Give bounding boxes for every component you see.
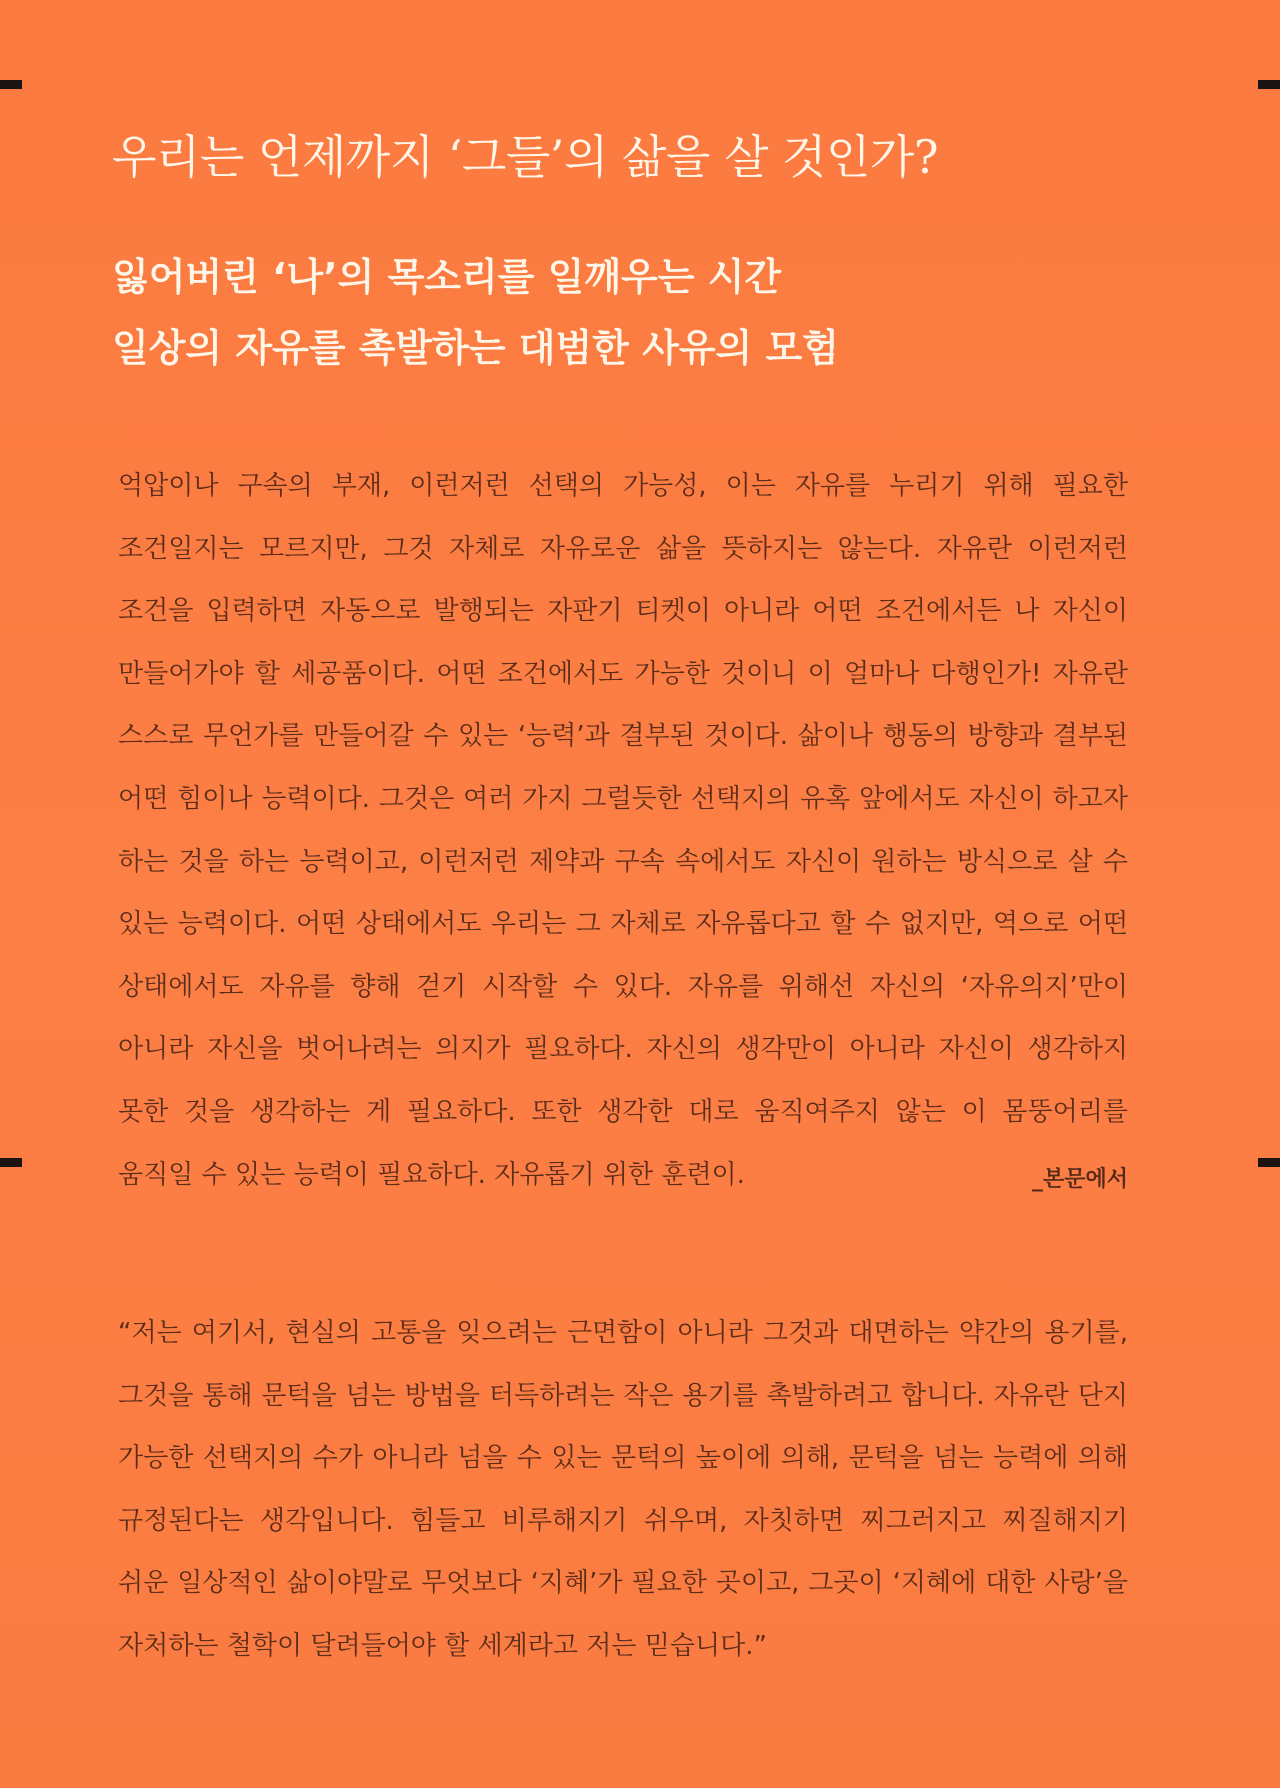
crop-mark	[0, 80, 22, 89]
crop-mark	[1258, 80, 1280, 89]
excerpt-paragraph: 억압이나 구속의 부재, 이런저런 선택의 가능성, 이는 자유를 누리기 위해 필요한 조건일지는 모르지만, 그것 자체로 자유로운 삶을 뜻하지는 않는다. 자유란 이런저런 조건을 입력하면 자동으로 발행되는 자판기 티켓이 아니라 어떤 조건에서든 나 자신이 만들어가야 할 세공품이다. 어떤 조건에서도 가능한 것이니 이 얼마나 다행인가! 자유란 스스로 무언가를 만들어갈 수 있는 ‘능력’과 결부된 것이다. 삶이나 행동의 방향과 결부된 어떤 힘이나 능력이다. 그것은 여러 가지 그럴듯한 선택지의 유혹 앞에서도 자신이 하고자 하는 것을 하는 능력이고, 이런저런 제약과 구속 속에서도 자신이 원하는 방식으로 살 수 있는 능력이다. 어떤 상태에서도 우리는 그 자체로 자유롭다고 할 수 없지만, 역으로 어떤 상태에서도 자유를 향해 걷기 시작할 수 있다. 자유를 위해선 자신의 ‘자유의지’만이 아니라 자신을 벗어나려는 의지가 필요하다. 자신의 생각만이 아니라 자신이 생각하지 못한 것을 생각하는 게 필요하다. 또한 생각한 대로 움직여주지 않는 이 몸뚱어리를 움직일 수 있는 능력이 필요하다. 자유롭기 위한 훈련이.	[118, 471, 1128, 1190]
crop-mark	[0, 1158, 22, 1167]
excerpt-source: _본문에서	[1031, 1167, 1128, 1192]
crop-mark	[1258, 1158, 1280, 1167]
subtitle-line: 일상의 자유를 촉발하는 대범한 사유의 모험	[112, 326, 839, 370]
headline: 우리는 언제까지 ‘그들’의 삶을 살 것인가?	[112, 130, 938, 184]
quote-paragraph: “저는 여기서, 현실의 고통을 잊으려는 근면함이 아니라 그것과 대면하는 약간의 용기를, 그것을 통해 문턱을 넘는 방법을 터득하려는 작은 용기를 촉발하려고 합니다. 자유란 단지 가능한 선택지의 수가 아니라 넘을 수 있는 문턱의 높이에 의해, 문턱을 넘는 능력에 의해 규정된다는 생각입니다. 힘들고 비루해지기 쉬우며, 자칫하면 찌그러지고 찌질해지기 쉬운 일상적인 삶이야말로 무엇보다 ‘지혜’가 필요한 곳이고, 그곳이 ‘지혜에 대한 사랑’을 자처하는 철학이 달려들어야 할 세계라고 저는 믿습니다.”	[118, 1318, 1128, 1661]
subtitle-line: 잃어버린 ‘나’의 목소리를 일깨우는 시간	[112, 255, 782, 299]
